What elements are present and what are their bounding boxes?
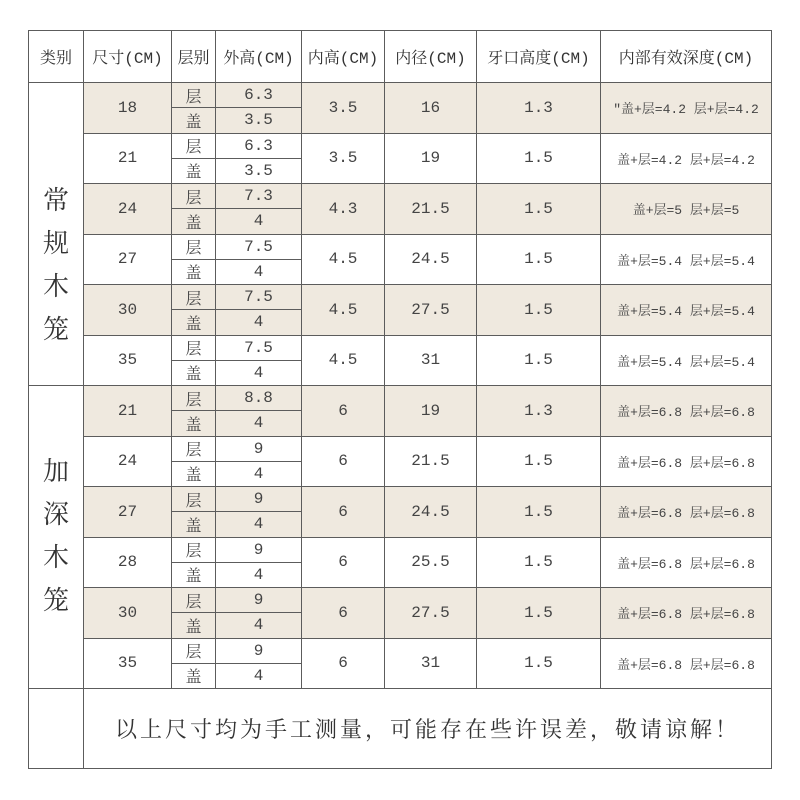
rim-height-cell: 1.5 <box>477 234 601 285</box>
size-cell: 27 <box>84 487 172 538</box>
effective-depth-cell: 盖+层=5.4 层+层=5.4 <box>601 335 772 386</box>
inner-diameter-cell: 25.5 <box>385 537 477 588</box>
rim-height-cell: 1.5 <box>477 487 601 538</box>
lid-label-cell: 盖 <box>172 108 216 133</box>
layer-label-cell: 层 <box>172 234 216 259</box>
layer-label-cell: 层 <box>172 638 216 663</box>
category-label: 加深木笼 <box>42 457 69 616</box>
inner-diameter-cell: 16 <box>385 83 477 134</box>
inner-height-cell: 6 <box>302 638 385 689</box>
header-category: 类别 <box>29 31 84 83</box>
lid-label-cell: 盖 <box>172 158 216 183</box>
inner-diameter-cell: 19 <box>385 386 477 437</box>
size-cell: 24 <box>84 184 172 235</box>
inner-diameter-cell: 21.5 <box>385 184 477 235</box>
rim-height-cell: 1.5 <box>477 285 601 336</box>
layer-outer-height-cell: 7.5 <box>216 335 302 360</box>
inner-height-cell: 6 <box>302 386 385 437</box>
layer-label-cell: 层 <box>172 285 216 310</box>
footer-blank-cell <box>29 689 84 769</box>
table-row <box>29 234 772 259</box>
inner-diameter-cell: 31 <box>385 335 477 386</box>
layer-outer-height-cell: 6.3 <box>216 83 302 108</box>
lid-outer-height-cell: 3.5 <box>216 108 302 133</box>
rim-height-cell: 1.3 <box>477 386 601 437</box>
footer-row <box>29 689 772 769</box>
rim-height-cell: 1.5 <box>477 537 601 588</box>
lid-outer-height-cell: 4 <box>216 209 302 234</box>
header-inner-diameter: 内径(CM) <box>385 31 477 83</box>
footer-note: 以上尺寸均为手工测量，可能存在些许误差，敬请谅解！ <box>84 689 772 769</box>
category-cell <box>29 83 84 386</box>
inner-height-cell: 6 <box>302 537 385 588</box>
layer-label-cell: 层 <box>172 436 216 461</box>
effective-depth-cell: 盖+层=6.8 层+层=6.8 <box>601 638 772 689</box>
size-cell: 28 <box>84 537 172 588</box>
lid-label-cell: 盖 <box>172 259 216 284</box>
inner-height-cell: 3.5 <box>302 133 385 184</box>
inner-height-cell: 6 <box>302 588 385 639</box>
effective-depth-cell: 盖+层=6.8 层+层=6.8 <box>601 588 772 639</box>
table-row <box>29 285 772 310</box>
lid-outer-height-cell: 4 <box>216 663 302 688</box>
size-cell: 35 <box>84 638 172 689</box>
layer-label-cell: 层 <box>172 588 216 613</box>
category-label: 常规木笼 <box>42 186 69 345</box>
layer-label-cell: 层 <box>172 487 216 512</box>
layer-outer-height-cell: 7.3 <box>216 184 302 209</box>
table-row <box>29 184 772 209</box>
table-row <box>29 487 772 512</box>
size-cell: 24 <box>84 436 172 487</box>
effective-depth-cell: 盖+层=6.8 层+层=6.8 <box>601 386 772 437</box>
table-row <box>29 638 772 663</box>
rim-height-cell: 1.5 <box>477 638 601 689</box>
size-cell: 18 <box>84 83 172 134</box>
layer-label-cell: 层 <box>172 537 216 562</box>
lid-label-cell: 盖 <box>172 613 216 638</box>
lid-outer-height-cell: 3.5 <box>216 158 302 183</box>
lid-outer-height-cell: 4 <box>216 613 302 638</box>
effective-depth-cell: 盖+层=6.8 层+层=6.8 <box>601 436 772 487</box>
inner-height-cell: 6 <box>302 487 385 538</box>
effective-depth-cell: 盖+层=5 层+层=5 <box>601 184 772 235</box>
inner-diameter-cell: 21.5 <box>385 436 477 487</box>
lid-label-cell: 盖 <box>172 360 216 385</box>
table-row <box>29 335 772 360</box>
inner-diameter-cell: 24.5 <box>385 234 477 285</box>
size-cell: 27 <box>84 234 172 285</box>
layer-outer-height-cell: 7.5 <box>216 234 302 259</box>
layer-outer-height-cell: 9 <box>216 588 302 613</box>
header-rim-height: 牙口高度(CM) <box>477 31 601 83</box>
header-outer-height: 外高(CM) <box>216 31 302 83</box>
size-spec-table <box>28 30 772 769</box>
size-cell: 30 <box>84 588 172 639</box>
table-row <box>29 386 772 411</box>
layer-outer-height-cell: 8.8 <box>216 386 302 411</box>
table-row <box>29 83 772 108</box>
lid-label-cell: 盖 <box>172 411 216 436</box>
layer-label-cell: 层 <box>172 133 216 158</box>
layer-outer-height-cell: 9 <box>216 537 302 562</box>
header-effective-depth: 内部有效深度(CM) <box>601 31 772 83</box>
layer-label-cell: 层 <box>172 83 216 108</box>
effective-depth-cell: 盖+层=5.4 层+层=5.4 <box>601 285 772 336</box>
inner-diameter-cell: 24.5 <box>385 487 477 538</box>
layer-outer-height-cell: 9 <box>216 487 302 512</box>
layer-outer-height-cell: 9 <box>216 436 302 461</box>
layer-label-cell: 层 <box>172 184 216 209</box>
rim-height-cell: 1.5 <box>477 335 601 386</box>
size-cell: 35 <box>84 335 172 386</box>
table-row <box>29 436 772 461</box>
layer-label-cell: 层 <box>172 386 216 411</box>
lid-label-cell: 盖 <box>172 209 216 234</box>
layer-outer-height-cell: 6.3 <box>216 133 302 158</box>
lid-label-cell: 盖 <box>172 562 216 587</box>
rim-height-cell: 1.5 <box>477 588 601 639</box>
lid-outer-height-cell: 4 <box>216 360 302 385</box>
table-row <box>29 588 772 613</box>
layer-outer-height-cell: 9 <box>216 638 302 663</box>
lid-outer-height-cell: 4 <box>216 512 302 537</box>
layer-label-cell: 层 <box>172 335 216 360</box>
inner-height-cell: 6 <box>302 436 385 487</box>
table-row <box>29 133 772 158</box>
table-body <box>29 83 772 689</box>
inner-height-cell: 4.5 <box>302 234 385 285</box>
inner-height-cell: 4.5 <box>302 335 385 386</box>
header-row <box>29 31 772 83</box>
lid-outer-height-cell: 4 <box>216 461 302 486</box>
lid-label-cell: 盖 <box>172 663 216 688</box>
layer-outer-height-cell: 7.5 <box>216 285 302 310</box>
lid-label-cell: 盖 <box>172 310 216 335</box>
effective-depth-cell: "盖+层=4.2 层+层=4.2 <box>601 83 772 134</box>
effective-depth-cell: 盖+层=6.8 层+层=6.8 <box>601 487 772 538</box>
header-layer: 层别 <box>172 31 216 83</box>
effective-depth-cell: 盖+层=5.4 层+层=5.4 <box>601 234 772 285</box>
header-size: 尺寸(CM) <box>84 31 172 83</box>
lid-outer-height-cell: 4 <box>216 562 302 587</box>
header-inner-height: 内高(CM) <box>302 31 385 83</box>
table-row <box>29 537 772 562</box>
inner-height-cell: 3.5 <box>302 83 385 134</box>
effective-depth-cell: 盖+层=4.2 层+层=4.2 <box>601 133 772 184</box>
category-cell <box>29 386 84 689</box>
rim-height-cell: 1.5 <box>477 436 601 487</box>
rim-height-cell: 1.3 <box>477 83 601 134</box>
size-cell: 21 <box>84 386 172 437</box>
inner-diameter-cell: 27.5 <box>385 588 477 639</box>
size-cell: 30 <box>84 285 172 336</box>
lid-outer-height-cell: 4 <box>216 259 302 284</box>
rim-height-cell: 1.5 <box>477 133 601 184</box>
inner-height-cell: 4.5 <box>302 285 385 336</box>
inner-diameter-cell: 19 <box>385 133 477 184</box>
lid-outer-height-cell: 4 <box>216 411 302 436</box>
inner-diameter-cell: 27.5 <box>385 285 477 336</box>
inner-diameter-cell: 31 <box>385 638 477 689</box>
rim-height-cell: 1.5 <box>477 184 601 235</box>
effective-depth-cell: 盖+层=6.8 层+层=6.8 <box>601 537 772 588</box>
lid-label-cell: 盖 <box>172 512 216 537</box>
lid-outer-height-cell: 4 <box>216 310 302 335</box>
inner-height-cell: 4.3 <box>302 184 385 235</box>
size-cell: 21 <box>84 133 172 184</box>
lid-label-cell: 盖 <box>172 461 216 486</box>
